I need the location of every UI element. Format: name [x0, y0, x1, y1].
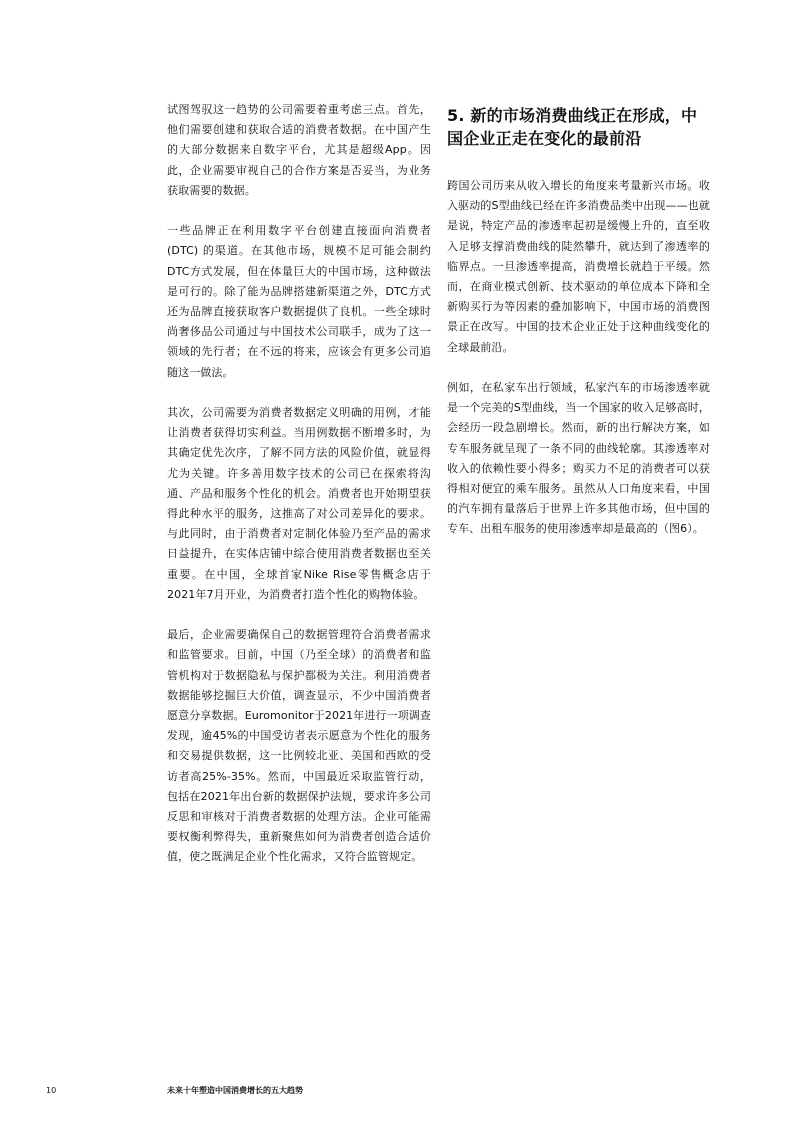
page-number: 10 [46, 1086, 57, 1095]
body-paragraph: 最后，企业需要确保自己的数据管理符合消费者需求和监管要求。目前，中国（乃至全球）的消费者和监管机构对于数据隐私与保护都极为关注。利用消费者数据能够挖掘巨大价值，调查显示，不少中国消费者愿意分享数据。Euromonitor于2021年进行一项调查发现，逾45%的中国受访者表示愿意为个性化的服务和交易提供数据，这一比例较北亚、美国和西欧的受访者高25%-35%。然而，中国最近采取监管行动，包括在2021年出台新的数据保护法规，要求许多公司反思和审核对于消费者数据的处理方法。企业可能需要权衡利弊得失，重新聚焦如何为消费者创造合适价值，使之既满足企业个性化需求，又符合监管规定。 [167, 628, 431, 864]
body-paragraph: 其次，公司需要为消费者数据定义明确的用例，才能让消费者获得切实利益。当用例数据不断增多时，为其确定优先次序，了解不同方法的风险价值，就显得尤为关键。许多善用数字技术的公司已在探索将沟通、产品和服务个性化的机会。消费者也开始期望获得此种水平的服务，这推高了对公司差异化的要求。与此同时，由于消费者对定制化体验乃至产品的需求日益提升，在实体店铺中综合使用消费者数据也至关重要。在中国，全球首家Nike Rise零售概念店于2021年7月开业，为消费者打造个性化的购物体验。 [167, 406, 431, 601]
body-paragraph: 例如，在私家车出行领域，私家汽车的市场渗透率就是一个完美的S型曲线，当一个国家的收入足够高时，会经历一段急剧增长。然而，新的出行解决方案，如专车服务就呈现了一条不同的曲线轮廓。其渗透率对收入的依赖性要小得多；购买力不足的消费者可以获得相对便宜的乘车服务。虽然从人口角度来看，中国的汽车拥有量落后于世界上许多其他市场，但中国的专车、出租车服务的使用渗透率却是最高的（图6）。 [447, 381, 710, 536]
body-paragraph: 一些品牌正在利用数字平台创建直接面向消费者(DTC) 的渠道。在其他市场，规模不足可能会制约DTC方式发展，但在体量巨大的中国市场，这种做法是可行的。除了能为品牌搭建新渠道之外，DTC方式还为品牌直接获取客户数据提供了良机。一些全球时尚奢侈品公司通过与中国技术公司联手，成为了这一领域的先行者；在不远的将来，应该会有更多公司追随这一做法。 [167, 224, 431, 379]
section-heading: 5. 新的市场消费曲线正在形成，中国企业正走在变化的最前沿 [447, 106, 698, 148]
right-column [447, 104, 710, 560]
footer-title: 未来十年塑造中国消费增长的五大趋势 [167, 1086, 303, 1095]
body-paragraph: 跨国公司历来从收入增长的角度来考量新兴市场。收入驱动的S型曲线已经在许多消费品类中出现——也就是说，特定产品的渗透率起初是缓慢上升的，直至收入足够支撑消费曲线的陡然攀升，就达到了渗透率的临界点。一旦渗透率提高，消费增长就趋于平缓。然而，在商业模式创新、技术驱动的单位成本下降和全新购买行为等因素的叠加影响下，中国市场的消费图景正在改写。中国的技术企业正处于这种曲线变化的全球最前沿。 [447, 179, 710, 354]
left-column [167, 100, 431, 888]
body-paragraph: 试图驾驭这一趋势的公司需要着重考虑三点。首先，他们需要创建和获取合适的消费者数据。在中国产生的大部分数据来自数字平台，尤其是超级App。因此，企业需要审视自己的合作方案是否妥当，为业务获取需要的数据。 [167, 103, 431, 197]
